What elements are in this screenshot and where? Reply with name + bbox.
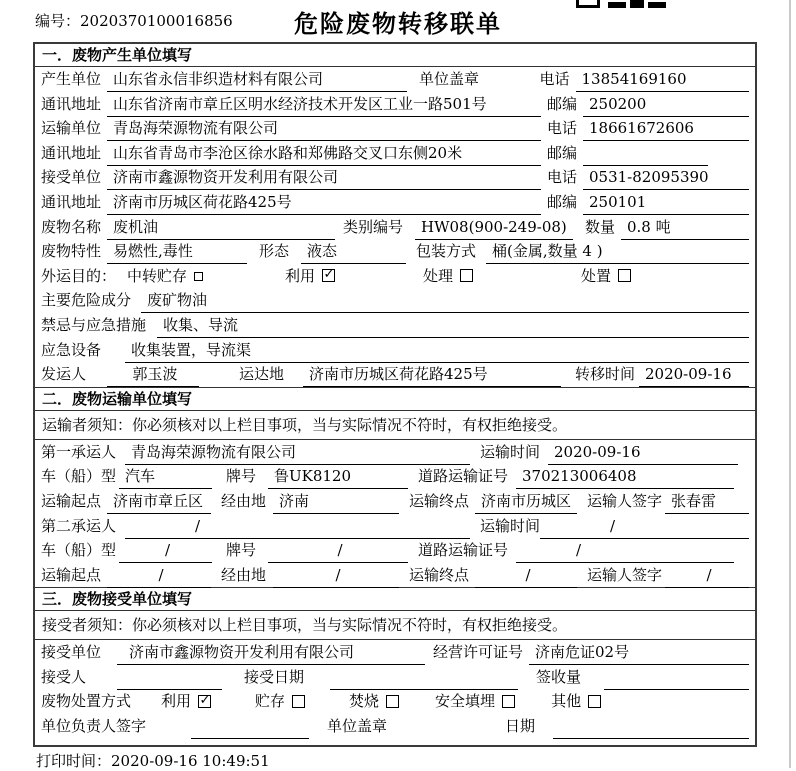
row-consignor bbox=[35, 362, 755, 387]
address-label: 通讯地址 bbox=[41, 192, 102, 211]
producer-zip-value: 250200 bbox=[583, 92, 749, 117]
hazard-label: 主要危险成分 bbox=[41, 291, 132, 310]
address-label: 通讯地址 bbox=[41, 143, 102, 162]
row-receiver bbox=[35, 165, 755, 190]
checkbox-dispose-unchecked bbox=[618, 269, 631, 282]
transporter-value: 青岛海荣源物流有限公司 bbox=[107, 116, 541, 141]
equipment-value: 收集装置，导流渠 bbox=[125, 338, 749, 363]
disposal-option-incinerate: 焚烧 bbox=[349, 692, 380, 711]
plate1-value: 鲁UK8120 bbox=[268, 464, 408, 489]
road-license-label: 道路运输证号 bbox=[418, 541, 509, 560]
origin2-value: / bbox=[107, 563, 211, 588]
row-carrier1 bbox=[35, 440, 755, 465]
checkbox-disposal-landfill-unchecked bbox=[502, 695, 515, 708]
transporter-notice: 运输者须知：你必须核对以上栏目事项，当与实际情况不符时，有权拒绝接受。 bbox=[35, 411, 755, 440]
taboo-value: 收集、导流 bbox=[157, 313, 749, 338]
carrier2-label: 第二承运人 bbox=[41, 516, 117, 535]
transfer-date-label: 转移时间 bbox=[575, 365, 636, 384]
carrier2-value: / bbox=[125, 514, 470, 539]
receiver-label: 接受单位 bbox=[41, 168, 102, 187]
row-route1 bbox=[35, 489, 755, 514]
checkbox-disposal-other-unchecked bbox=[588, 695, 601, 708]
section-producer bbox=[35, 44, 755, 387]
unit-seal-label: 单位盖章 bbox=[327, 717, 388, 736]
endpoint2-value: / bbox=[475, 563, 577, 588]
producer-value: 山东省永信非织造材料有限公司 bbox=[107, 67, 407, 92]
unit-seal-label: 单位盖章 bbox=[419, 70, 480, 88]
zip-label: 邮编 bbox=[547, 143, 578, 162]
address-label: 通讯地址 bbox=[41, 94, 102, 113]
origin1-value: 济南市章丘区 bbox=[107, 489, 211, 514]
transporter-label: 运输单位 bbox=[41, 119, 102, 138]
packing-value: 桶(金属,数量 4 ) bbox=[486, 239, 749, 264]
road-license1-value: 370213006408 bbox=[516, 464, 734, 489]
transporter-sign-label: 运输人签字 bbox=[587, 565, 663, 584]
row-disposal-method bbox=[35, 689, 755, 714]
receiver-address-value: 济南市历城区荷花路425号 bbox=[107, 190, 541, 215]
purpose-option-treat: 处理 bbox=[423, 266, 454, 285]
character-label: 废物特性 bbox=[41, 242, 102, 261]
row-waste-character bbox=[35, 239, 755, 264]
checkbox-disposal-storage-unchecked bbox=[292, 695, 305, 708]
vehicle-type-label: 车（船）型 bbox=[41, 541, 117, 560]
transporter-phone-value: 18661672606 bbox=[583, 116, 749, 141]
carrier1-label: 第一承运人 bbox=[41, 442, 117, 461]
transporter-zip-value-blank bbox=[583, 141, 708, 166]
row-emergency-equipment bbox=[35, 338, 755, 363]
purpose-option-transfer-storage: 中转贮存 bbox=[127, 266, 188, 285]
producer-phone-value: 13854169160 bbox=[576, 67, 749, 92]
via2-value: / bbox=[273, 563, 399, 588]
transporter-sign-label: 运输人签字 bbox=[587, 491, 663, 510]
row-waste-name bbox=[35, 215, 755, 240]
received-qty-label: 签收量 bbox=[536, 667, 582, 686]
waste-name-value: 废机油 bbox=[107, 215, 335, 240]
date-label: 日期 bbox=[505, 717, 536, 736]
vehicle2-value: / bbox=[119, 538, 212, 563]
stamp-fragment-box bbox=[576, 0, 600, 8]
row-transporter bbox=[35, 116, 755, 141]
acceptor-label: 接受人 bbox=[41, 667, 87, 686]
transport-time-label: 运输时间 bbox=[480, 516, 541, 535]
row-vehicle1 bbox=[35, 464, 755, 489]
stamp-fragment-bar bbox=[630, 0, 644, 8]
disposal-option-utilize: 利用 bbox=[161, 692, 192, 711]
via-label: 经由地 bbox=[221, 491, 267, 510]
disposal-option-storage: 贮存 bbox=[255, 692, 286, 711]
category-value: HW08(900-249-08) bbox=[415, 215, 573, 240]
category-label: 类别编号 bbox=[343, 217, 404, 236]
row-vehicle2 bbox=[35, 538, 755, 563]
destination-label: 运达地 bbox=[239, 365, 285, 384]
clipped-stamp-icon bbox=[576, 0, 668, 10]
transport-time1-value: 2020-09-16 bbox=[548, 440, 738, 465]
receiver-value: 济南市鑫源物资开发利用有限公司 bbox=[107, 165, 541, 190]
via1-value: 济南 bbox=[273, 489, 399, 514]
purpose-option-utilize: 利用 bbox=[285, 266, 316, 285]
head-sign-value-blank bbox=[191, 714, 309, 739]
row-purpose bbox=[35, 264, 755, 289]
date-value-blank bbox=[553, 714, 749, 739]
disposal-option-other: 其他 bbox=[551, 692, 582, 711]
doc-number-label: 编号： bbox=[35, 12, 81, 30]
row-acceptor bbox=[35, 665, 755, 690]
row-receive-unit bbox=[35, 640, 755, 665]
row-carrier2 bbox=[35, 514, 755, 539]
row-hazard-component bbox=[35, 288, 755, 313]
page-title: 危险废物转移联单 bbox=[294, 10, 502, 38]
transporter-sign2-value: / bbox=[665, 563, 749, 588]
form-table bbox=[33, 42, 757, 747]
packing-label: 包装方式 bbox=[416, 242, 477, 261]
head-sign-label: 单位负责人签字 bbox=[41, 717, 147, 736]
quantity-label: 数量 bbox=[585, 217, 616, 236]
row-taboo-measures bbox=[35, 313, 755, 338]
producer-address-value: 山东省济南市章丘区明水经济技术开发区工业一路501号 bbox=[107, 92, 541, 117]
section3-header: 三．废物接受单位填写 bbox=[35, 588, 755, 611]
zip-label: 邮编 bbox=[547, 192, 578, 211]
vehicle1-value: 汽车 bbox=[119, 464, 212, 489]
transporter-sign1-value: 张春雷 bbox=[665, 489, 749, 514]
form-label: 形态 bbox=[259, 242, 290, 261]
stamp-fragment-bar bbox=[648, 2, 666, 8]
road-license2-value: / bbox=[516, 538, 734, 563]
disposal-label: 废物处置方式 bbox=[41, 692, 132, 711]
plate-label: 牌号 bbox=[226, 541, 257, 560]
receive-unit-label: 接受单位 bbox=[41, 643, 102, 662]
row-producer-address bbox=[35, 92, 755, 117]
row-route2 bbox=[35, 563, 755, 588]
accept-date-label: 接受日期 bbox=[244, 667, 305, 686]
row-transporter-address bbox=[35, 141, 755, 166]
doc-number-value: 2020370100016856 bbox=[80, 12, 233, 30]
waste-name-label: 废物名称 bbox=[41, 217, 102, 236]
endpoint-label: 运输终点 bbox=[409, 565, 470, 584]
checkbox-utilize-checked bbox=[322, 269, 335, 282]
receiver-zip-value: 250101 bbox=[583, 190, 749, 215]
hazard-value: 废矿物油 bbox=[141, 288, 749, 313]
transfer-date-value: 2020-09-16 bbox=[639, 362, 749, 387]
checkbox-treat-unchecked bbox=[460, 269, 473, 282]
transporter-address-value: 山东省青岛市李沧区徐水路和郑佛路交叉口东侧20米 bbox=[107, 141, 541, 166]
page-edge-line bbox=[789, 0, 791, 768]
purpose-label: 外运目的： bbox=[41, 266, 117, 285]
row-producer bbox=[35, 67, 755, 92]
destination-value: 济南市历城区荷花路425号 bbox=[303, 362, 561, 387]
permit-value: 济南危证02号 bbox=[529, 640, 749, 665]
origin-label: 运输起点 bbox=[41, 565, 102, 584]
road-license-label: 道路运输证号 bbox=[418, 467, 509, 486]
plate-label: 牌号 bbox=[226, 467, 257, 486]
form-value: 液态 bbox=[301, 239, 406, 264]
phone-label: 电话 bbox=[547, 168, 578, 187]
section-transporter bbox=[35, 387, 755, 588]
print-time-value: 2020-09-16 10:49:51 bbox=[111, 752, 270, 770]
receive-unit-value: 济南市鑫源物资开发利用有限公司 bbox=[117, 640, 425, 665]
endpoint1-value: 济南市历城区 bbox=[475, 489, 577, 514]
print-time-label: 打印时间： bbox=[36, 752, 112, 770]
receiver-phone-value: 0531-82095390 bbox=[583, 165, 749, 190]
transport-time2-value: / bbox=[540, 514, 749, 539]
phone-label: 电话 bbox=[547, 119, 578, 138]
receiver-notice: 接受者须知：你必须核对以上栏目事项，当与实际情况不符时，有权拒绝接受。 bbox=[35, 611, 755, 640]
zip-label: 邮编 bbox=[547, 94, 578, 113]
row-receiver-address bbox=[35, 190, 755, 215]
phone-label: 电话 bbox=[539, 70, 570, 88]
equipment-label: 应急设备 bbox=[41, 340, 102, 359]
vehicle-type-label: 车（船）型 bbox=[41, 467, 117, 486]
consignor-value: 郭玉波 bbox=[107, 362, 199, 387]
consignor-label: 发运人 bbox=[41, 365, 87, 384]
origin-label: 运输起点 bbox=[41, 491, 102, 510]
purpose-option-dispose: 处置 bbox=[581, 266, 612, 285]
via-label: 经由地 bbox=[221, 565, 267, 584]
checkbox-disposal-incinerate-unchecked bbox=[386, 695, 399, 708]
carrier1-value: 青岛海荣源物流有限公司 bbox=[125, 440, 470, 465]
row-head-signature bbox=[35, 714, 755, 739]
quantity-value: 0.8 吨 bbox=[621, 215, 749, 240]
transport-time-label: 运输时间 bbox=[480, 442, 541, 461]
taboo-label: 禁忌与应急措施 bbox=[41, 315, 147, 334]
checkbox-disposal-utilize-checked bbox=[198, 695, 211, 708]
stamp-fragment-bar bbox=[608, 2, 626, 8]
section2-header: 二．废物运输单位填写 bbox=[35, 388, 755, 411]
disposal-option-landfill: 安全填埋 bbox=[435, 692, 496, 711]
permit-label: 经营许可证号 bbox=[433, 643, 524, 662]
received-qty-value-blank bbox=[604, 665, 749, 690]
section-receiver bbox=[35, 587, 755, 738]
producer-label: 产生单位 bbox=[41, 70, 102, 88]
accept-date-value-blank bbox=[330, 665, 518, 690]
endpoint-label: 运输终点 bbox=[409, 491, 470, 510]
section1-header: 一．废物产生单位填写 bbox=[35, 44, 755, 67]
acceptor-value-blank bbox=[117, 665, 222, 690]
character-value: 易燃性,毒性 bbox=[107, 239, 247, 264]
plate2-value: / bbox=[268, 538, 408, 563]
checkbox-transfer-storage-unchecked bbox=[194, 272, 203, 281]
